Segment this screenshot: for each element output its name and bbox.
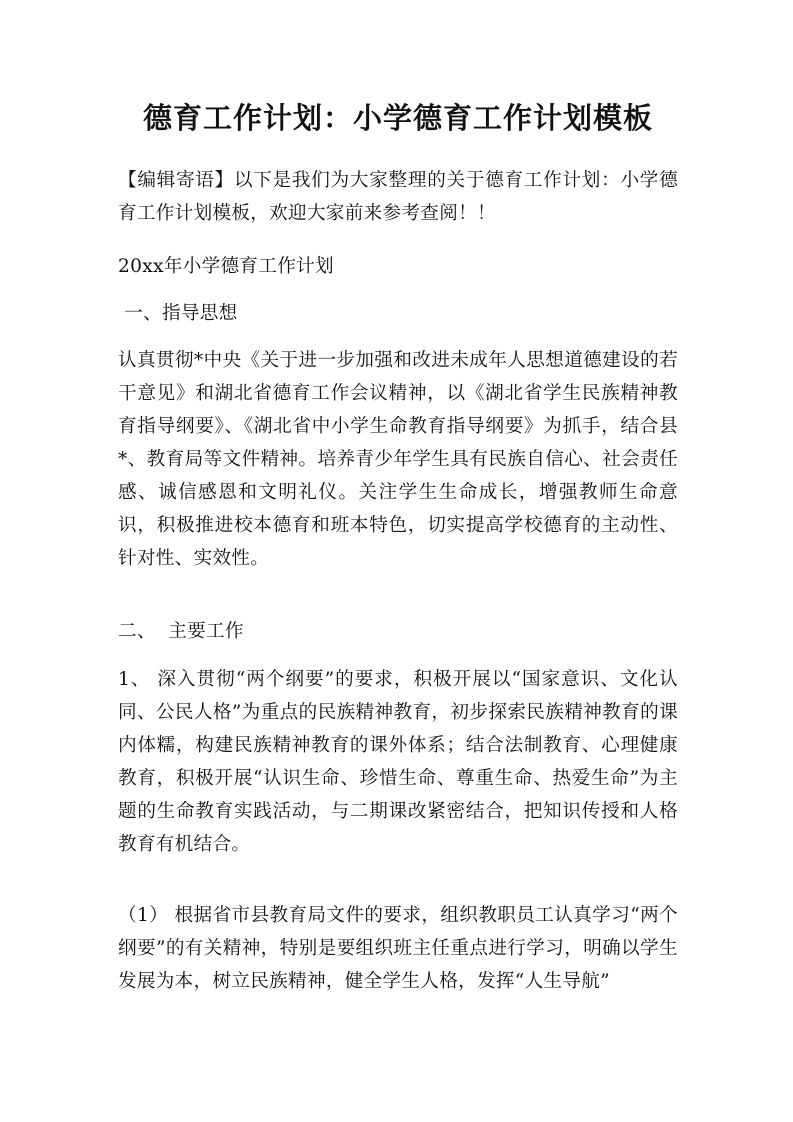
work-item-1-1: （1） 根据省市县教育局文件的要求，组织教职员工认真学习“两个纲要”的有关精神，特别是要组织班主任重点进行学习，明确以学生发展为本，树立民族精神，健全学生人格，发挥“人生导航” bbox=[118, 905, 678, 992]
section-heading-guiding-ideology: 一、指导思想 bbox=[118, 303, 238, 324]
intro-paragraph: 【编辑寄语】以下是我们为大家整理的关于德育工作计划：小学德育工作计划模板，欢迎大家前来参考查阅！！ bbox=[118, 170, 678, 224]
subtitle: 20xx年小学德育工作计划 bbox=[118, 256, 334, 277]
work-item-1: 1、 深入贯彻“两个纲要”的要求，积极开展以“国家意识、文化认同、公民人格”为重点的民族精神教育，初步探索民族精神教育的课内体糯，构建民族精神教育的课外体系；结合法制教育、心理健康教育，积极开展“认识生命、珍惜生命、尊重生命、热爱生命”为主题的生命教育实践活动，与二期课改紧密结合，把知识传授和人格教育有机结合。 bbox=[118, 669, 678, 855]
document-title: 德育工作计划：小学德育工作计划模板 bbox=[142, 101, 653, 135]
section-paragraph-guiding-ideology: 认真贯彻*中央《关于进一步加强和改进未成年人思想道德建设的若干意见》和湖北省德育工作会议精神，以《湖北省学生民族精神教育指导纲要》、《湖北省中小学生命教育指导纲要》为抓手，结合县*、教育局等文件精神。培养青少年学生具有民族自信心、社会责任感、诚信感恩和文明礼仪。关注学生生命成长，增强教师生命意识，积极推进校本德育和班本特色，切实提高学校德育的主动性、针对性、实效性。 bbox=[118, 350, 678, 569]
section-heading-main-work: 二、 主要工作 bbox=[118, 621, 244, 642]
